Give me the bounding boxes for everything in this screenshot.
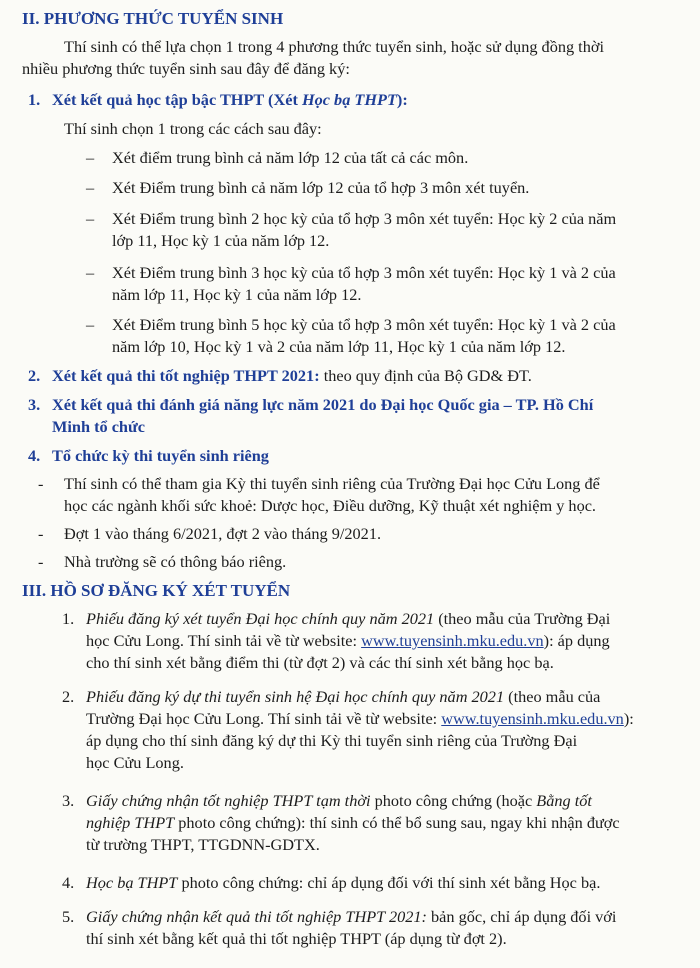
method-3-title-line-2: Minh tổ chức [52, 417, 145, 436]
method-1-option-2: Xét Điểm trung bình cả năm lớp 12 của tổ hợp 3 môn xét tuyển. [112, 178, 530, 197]
method-4-item-1-line-2: học các ngành khối sức khoẻ: Dược học, Điều dưỡng, Kỹ thuật xét nghiệm y học. [64, 496, 597, 515]
method-1-option-4-line-2: năm lớp 11, Học kỳ 1 của năm lớp 12. [112, 285, 362, 304]
doc-1-number: 1. [62, 609, 75, 628]
doc-4-line-1: Học bạ THPT photo công chứng: chỉ áp dụng đối với thí sinh xét bằng Học bạ. [86, 873, 601, 892]
method-1-option-3-line-2: lớp 11, Học kỳ 1 của năm lớp 12. [112, 231, 330, 250]
doc-5-line-1: Giấy chứng nhận kết quả thi tốt nghiệp THPT 2021: bản gốc, chỉ áp dụng đối với [86, 907, 617, 926]
method-1-option-1: Xét điểm trung bình cả năm lớp 12 của tất cả các môn. [112, 148, 469, 167]
intro-line-1: Thí sinh có thể lựa chọn 1 trong 4 phương thức tuyển sinh, hoặc sử dụng đồng thời [64, 37, 604, 56]
doc-1-line-1: Phiếu đăng ký xét tuyển Đại học chính quy năm 2021 (theo mẫu của Trường Đại [86, 609, 611, 628]
method-2-line: Xét kết quả thi tốt nghiệp THPT 2021: theo quy định của Bộ GD& ĐT. [52, 366, 532, 385]
doc-4-number: 4. [62, 873, 75, 892]
doc-5-number: 5. [62, 907, 75, 926]
intro-line-2: nhiều phương thức tuyển sinh sau đây để đăng ký: [22, 59, 350, 78]
doc-1-line-2: học Cửu Long. Thí sinh tải về từ website: www.tuyensinh.mku.edu.vn): áp dụng [86, 631, 610, 650]
method-4-item-2: Đợt 1 vào tháng 6/2021, đợt 2 vào tháng 9/2021. [64, 524, 382, 543]
dash-bullet: - [38, 474, 44, 493]
website-link[interactable]: www.tuyensinh.mku.edu.vn [441, 709, 624, 728]
method-4-item-1-line-1: Thí sinh có thể tham gia Kỳ thi tuyển sinh riêng của Trường Đại học Cửu Long để [64, 474, 600, 493]
method-1-title: Xét kết quả học tập bậc THPT (Xét Học bạ THPT): [52, 90, 408, 109]
doc-2-line-2: Trường Đại học Cửu Long. Thí sinh tải về từ website: www.tuyensinh.mku.edu.vn): [86, 709, 634, 728]
doc-2-line-4: học Cửu Long. [86, 753, 184, 772]
method-4-title: Tổ chức kỳ thi tuyển sinh riêng [52, 446, 269, 465]
dash-bullet: - [38, 524, 44, 543]
dash-bullet: – [86, 209, 95, 228]
dash-bullet: – [86, 315, 95, 334]
dash-bullet: – [86, 148, 95, 167]
website-link[interactable]: www.tuyensinh.mku.edu.vn [361, 631, 544, 650]
doc-2-number: 2. [62, 687, 75, 706]
method-1-option-4-line-1: Xét Điểm trung bình 3 học kỳ của tổ hợp 3 môn xét tuyển: Học kỳ 1 và 2 của [112, 263, 616, 282]
method-1-number: 1. [28, 90, 41, 109]
method-1-lead: Thí sinh chọn 1 trong các cách sau đây: [64, 119, 322, 138]
method-2-number: 2. [28, 366, 41, 385]
dash-bullet: – [86, 263, 95, 282]
method-1-option-3-line-1: Xét Điểm trung bình 2 học kỳ của tổ hợp 3 môn xét tuyển: Học kỳ 2 của năm [112, 209, 617, 228]
dash-bullet: - [38, 552, 44, 571]
dash-bullet: – [86, 178, 95, 197]
doc-2-line-3: áp dụng cho thí sinh đăng ký dự thi Kỳ thi tuyển sinh riêng của Trường Đại [86, 731, 578, 750]
method-4-number: 4. [28, 446, 41, 465]
method-1-option-5-line-2: năm lớp 10, Học kỳ 1 và 2 của năm lớp 11, Học kỳ 1 của năm lớp 12. [112, 337, 566, 356]
doc-3-line-1: Giấy chứng nhận tốt nghiệp THPT tạm thời photo công chứng (hoặc Bằng tốt [86, 791, 592, 810]
method-1-option-5-line-1: Xét Điểm trung bình 5 học kỳ của tổ hợp 3 môn xét tuyển: Học kỳ 1 và 2 của [112, 315, 616, 334]
section-3-heading: III. HỒ SƠ ĐĂNG KÝ XÉT TUYỂN [22, 581, 291, 600]
doc-3-line-3: từ trường THPT, TTGDNN-GDTX. [86, 835, 320, 854]
doc-5-line-2: thí sinh xét bằng kết quả thi tốt nghiệp THPT (áp dụng từ đợt 2). [86, 929, 507, 948]
doc-3-line-2: nghiệp THPT photo công chứng): thí sinh có thể bổ sung sau, ngay khi nhận được [86, 813, 620, 832]
doc-2-line-1: Phiếu đăng ký dự thi tuyển sinh hệ Đại học chính quy năm 2021 (theo mẫu của [86, 687, 601, 706]
doc-1-line-3: cho thí sinh xét bằng điểm thi (từ đợt 2) và các thí sinh xét bằng học bạ. [86, 653, 554, 672]
method-3-number: 3. [28, 395, 41, 414]
doc-3-number: 3. [62, 791, 75, 810]
method-3-title-line-1: Xét kết quả thi đánh giá năng lực năm 2021 do Đại học Quốc gia – TP. Hồ Chí [52, 395, 594, 414]
section-2-heading: II. PHƯƠNG THỨC TUYỂN SINH [22, 9, 284, 28]
method-4-item-3: Nhà trường sẽ có thông báo riêng. [64, 552, 287, 571]
